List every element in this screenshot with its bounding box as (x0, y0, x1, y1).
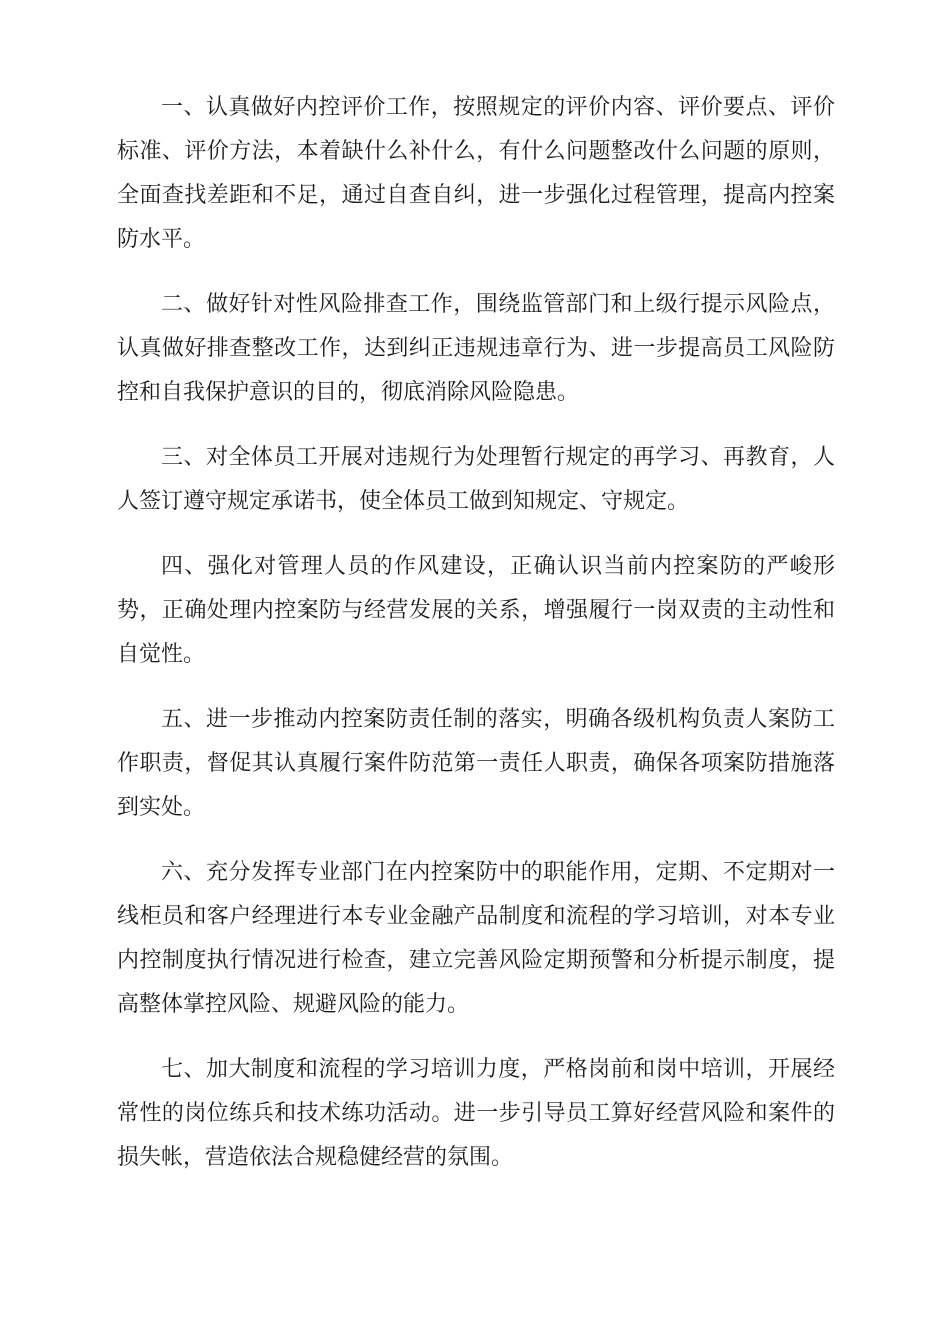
paragraph-1: 一、认真做好内控评价工作，按照规定的评价内容、评价要点、评价标准、评价方法，本着缺什么补什么，有什么问题整改什么问题的原则，全面查找差距和不足，通过自查自纠，进一步强化过程管理，提高内控案防水平。 (117, 95, 835, 252)
paragraph-4: 四、强化对管理人员的作风建设，正确认识当前内控案防的严峻形势，正确处理内控案防与经营发展的关系，增强履行一岗双责的主动性和自觉性。 (117, 554, 835, 667)
paragraph-2: 二、做好针对性风险排查工作，围绕监管部门和上级行提示风险点，认真做好排查整改工作，达到纠正违规违章行为、进一步提高员工风险防控和自我保护意识的目的，彻底消除风险隐患。 (117, 292, 835, 405)
paragraph-5: 五、进一步推动内控案防责任制的落实，明确各级机构负责人案防工作职责，督促其认真履行案件防范第一责任人职责，确保各项案防措施落到实处。 (117, 707, 835, 820)
paragraph-3: 三、对全体员工开展对违规行为处理暂行规定的再学习、再教育，人人签订遵守规定承诺书，使全体员工做到知规定、守规定。 (117, 445, 835, 514)
paragraph-7: 七、加大制度和流程的学习培训力度，严格岗前和岗中培训，开展经常性的岗位练兵和技术练功活动。进一步引导员工算好经营风险和案件的损失帐，营造依法合规稳健经营的氛围。 (117, 1057, 835, 1170)
document-body (117, 86, 835, 1201)
paragraph-6: 六、充分发挥专业部门在内控案防中的职能作用，定期、不定期对一线柜员和客户经理进行本专业金融产品制度和流程的学习培训，对本专业内控制度执行情况进行检查，建立完善风险定期预警和分析提示制度，提高整体掌控风险、规避风险的能力。 (117, 860, 835, 1017)
